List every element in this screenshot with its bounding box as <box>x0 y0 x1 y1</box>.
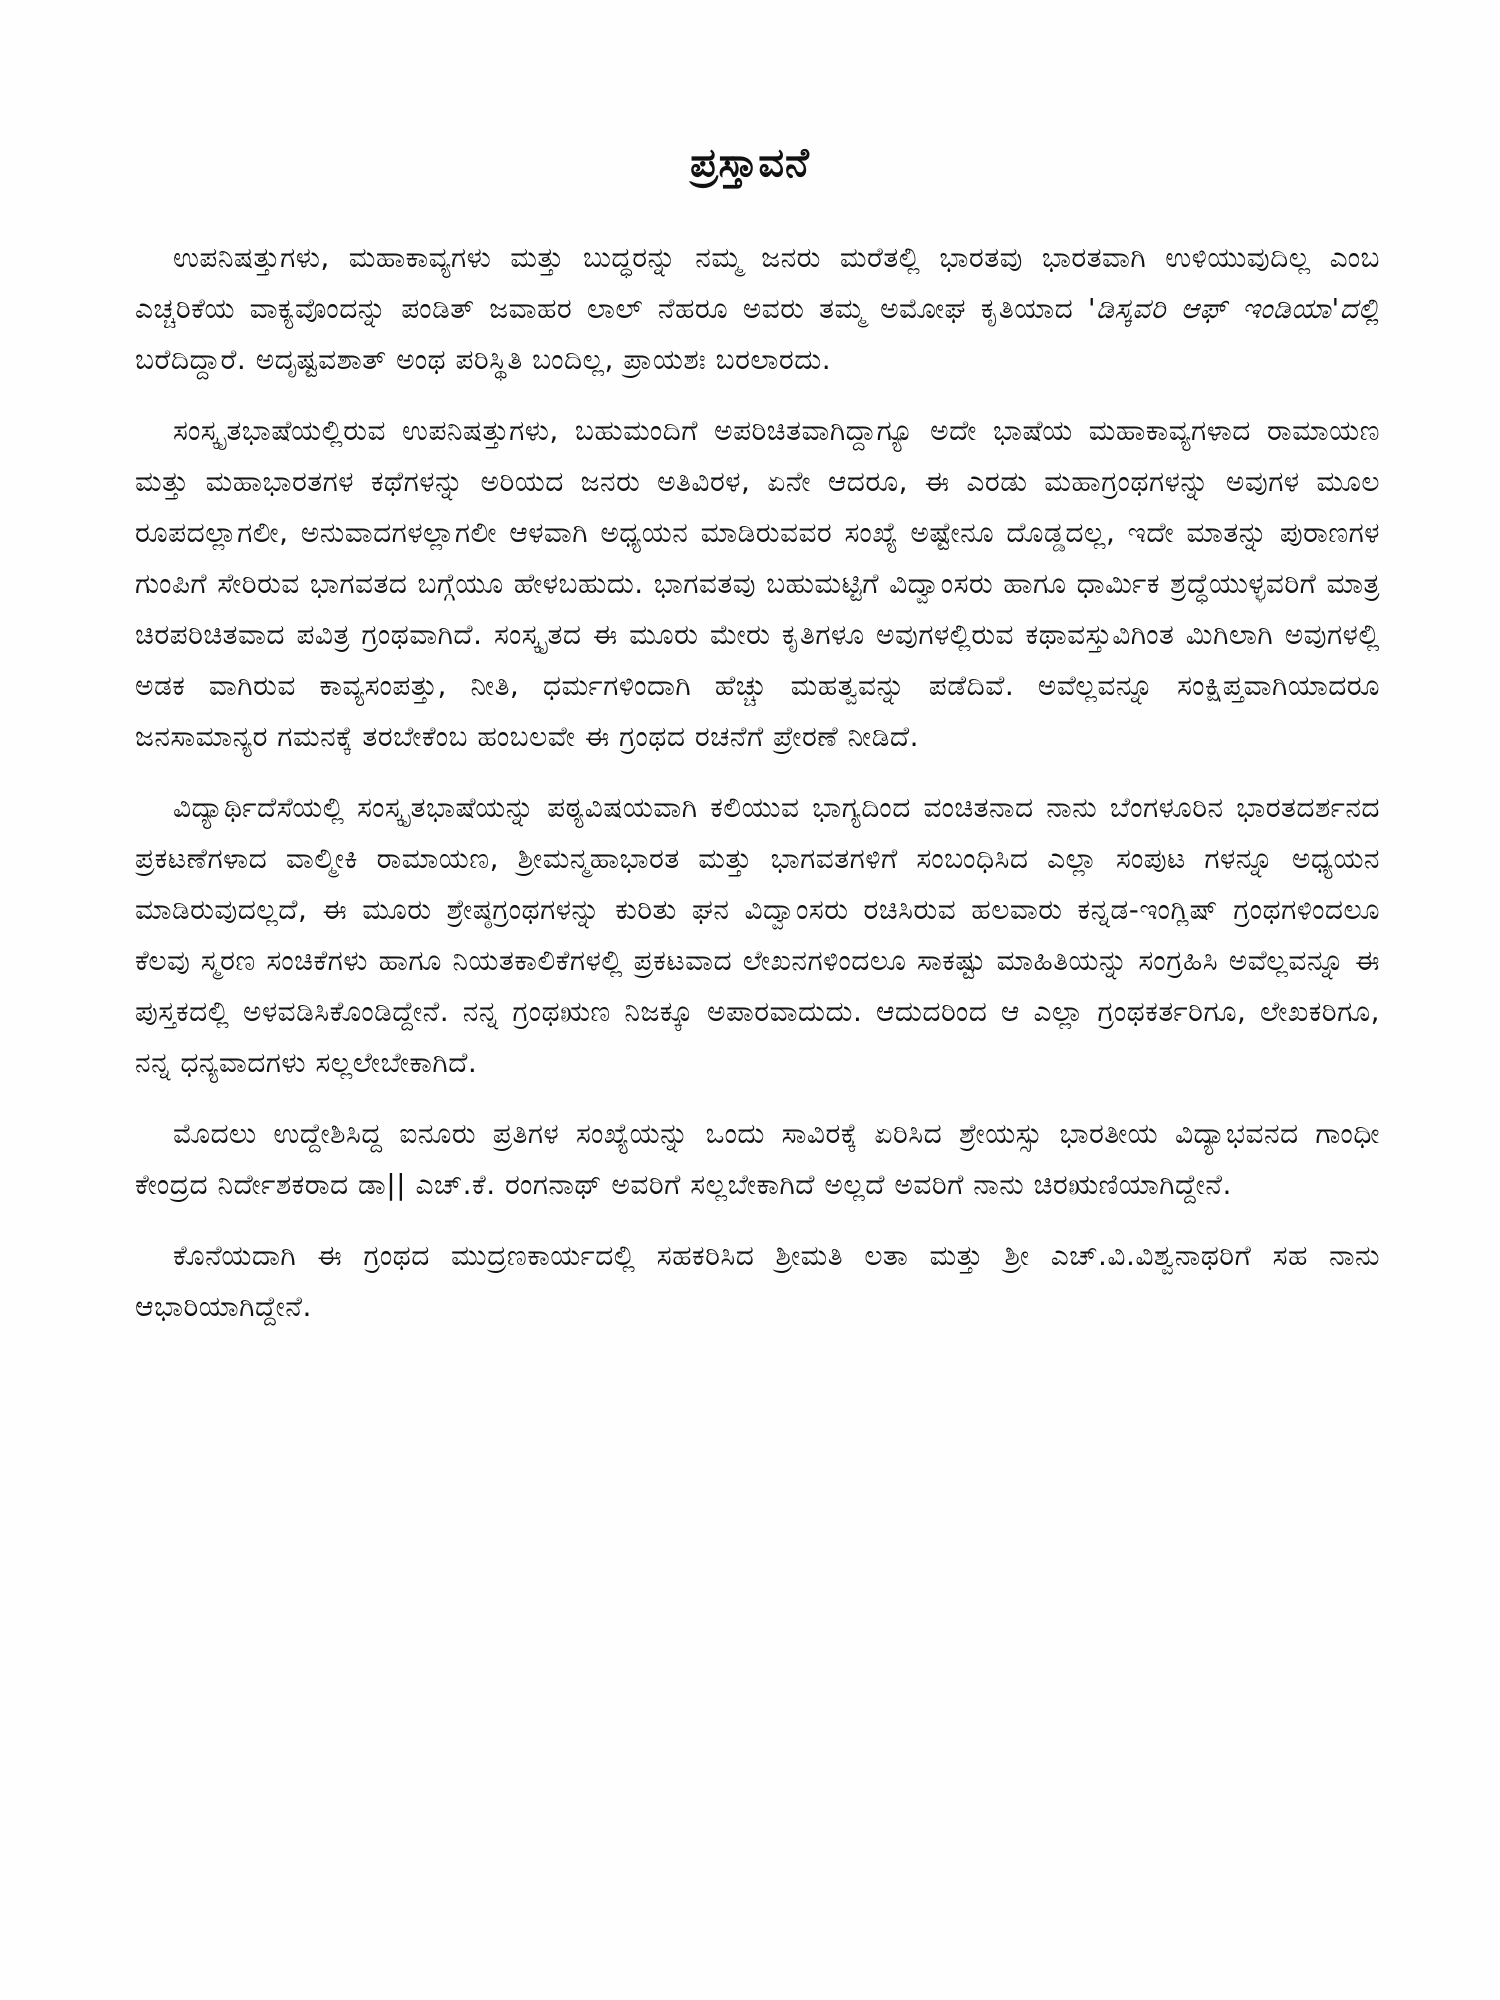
paragraph-1-text-end: ಬರೆದಿದ್ದಾರೆ. ಅದೃಷ್ಟವಶಾತ್ ಅಂಥ ಪರಿಸ್ಥಿತಿ ಬಂದಿಲ್ಲ, ಪ್ರಾಯಶಃ ಬರಲಾರದು. <box>135 343 832 376</box>
paragraph-4: ಮೊದಲು ಉದ್ದೇಶಿಸಿದ್ದ ಐನೂರು ಪ್ರತಿಗಳ ಸಂಖ್ಯೆಯನ್ನು ಒಂದು ಸಾವಿರಕ್ಕೆ ಏರಿಸಿದ ಶ್ರೇಯಸ್ಸು ಭಾರತೀಯ ವಿದ್ಯಾಭವನದ ಗಾಂಧೀ ಕೇಂದ್ರದ ನಿರ್ದೇಶಕರಾದ ಡಾ|| ಎಚ್.ಕೆ. ರಂಗನಾಥ್ ಅವರಿಗೆ ಸಲ್ಲಬೇಕಾಗಿದೆ ಅಲ್ಲದೆ ಅವರಿಗೆ ನಾನು ಚಿರಋಣಿಯಾಗಿದ್ದೇನೆ. <box>135 1117 1380 1201</box>
paragraph-5: ಕೊನೆಯದಾಗಿ ಈ ಗ್ರಂಥದ ಮುದ್ರಣಕಾರ್ಯದಲ್ಲಿ ಸಹಕರಿಸಿದ ಶ್ರೀಮತಿ ಲತಾ ಮತ್ತು ಶ್ರೀ ಎಚ್.ವಿ.ವಿಶ್ವನಾಥರಿಗೆ ಸಹ ನಾನು ಆಭಾರಿಯಾಗಿದ್ದೇನೆ. <box>135 1239 1380 1323</box>
paragraph-3: ವಿದ್ಯಾರ್ಥಿದೆಸೆಯಲ್ಲಿ ಸಂಸ್ಕೃತಭಾಷೆಯನ್ನು ಪಠ್ಯವಿಷಯವಾಗಿ ಕಲಿಯುವ ಭಾಗ್ಯದಿಂದ ವಂಚಿತನಾದ ನಾನು ಬೆಂಗಳೂರಿನ ಭಾರತದರ್ಶನದ ಪ್ರಕಟಣೆಗಳಾದ ವಾಲ್ಮೀಕಿ ರಾಮಾಯಣ, ಶ್ರೀಮನ್ಮಹಾಭಾರತ ಮತ್ತು ಭಾಗವತಗಳಿಗೆ ಸಂಬಂಧಿಸಿದ ಎಲ್ಲಾ ಸಂಪುಟ ಗಳನ್ನೂ ಅಧ್ಯಯನ ಮಾಡಿರುವುದಲ್ಲದೆ, ಈ ಮೂರು ಶ್ರೇಷ್ಠಗ್ರಂಥಗಳನ್ನು ಕುರಿತು ಘನ ವಿದ್ವಾಂಸರು ರಚಿಸಿರುವ ಹಲವಾರು ಕನ್ನಡ-ಇಂಗ್ಲಿಷ್ ಗ್ರಂಥಗಳಿಂದಲೂ ಕೆಲವು ಸ್ಮರಣ ಸಂಚಿಕೆಗಳು ಹಾಗೂ ನಿಯತಕಾಲಿಕೆಗಳಲ್ಲಿ ಪ್ರಕಟವಾದ ಲೇಖನಗಳಿಂದಲೂ ಸಾಕಷ್ಟು ಮಾಹಿತಿಯನ್ನು ಸಂಗ್ರಹಿಸಿ ಅವೆಲ್ಲವನ್ನೂ ಈ ಪುಸ್ತಕದಲ್ಲಿ ಅಳವಡಿಸಿಕೊಂಡಿದ್ದೇನೆ. ನನ್ನ ಗ್ರಂಥಋಣ ನಿಜಕ್ಕೂ ಅಪಾರವಾದುದು. ಆದುದರಿಂದ ಆ ಎಲ್ಲಾ ಗ್ರಂಥಕರ್ತರಿಗೂ, ಲೇಖಕರಿಗೂ, ನನ್ನ ಧನ್ಯವಾದಗಳು ಸಲ್ಲಲೇಬೇಕಾಗಿದೆ. <box>135 791 1381 1079</box>
book-title-italic: 'ಡಿಸ್ಕವರಿ ಆಫ್ ಇಂಡಿಯಾ'ದಲ್ಲಿ <box>1087 292 1380 325</box>
paragraph-1-text-start: ಉಪನಿಷತ್ತುಗಳು, ಮಹಾಕಾವ್ಯಗಳು ಮತ್ತು ಬುದ್ಧರನ್ನು ನಮ್ಮ ಜನರು ಮರೆತಲ್ಲಿ ಭಾರತವು ಭಾರತವಾಗಿ ಉಳಿಯುವುದಿಲ್ಲ ಎಂಬ ಎಚ್ಚರಿಕೆಯ ವಾಕ್ಯವೊಂದನ್ನು ಪಂಡಿತ್ ಜವಾಹರ ಲಾಲ್ ನೆಹರೂ ಅವರು ತಮ್ಮ ಅಮೋಘ ಕೃತಿಯಾದ <box>135 241 1380 325</box>
page-title: ಪ್ರಸ್ತಾವನೆ <box>690 140 810 186</box>
paragraph-2: ಸಂಸ್ಕೃತಭಾಷೆಯಲ್ಲಿರುವ ಉಪನಿಷತ್ತುಗಳು, ಬಹುಮಂದಿಗೆ ಅಪರಿಚಿತವಾಗಿದ್ದಾಗ್ಯೂ ಅದೇ ಭಾಷೆಯ ಮಹಾಕಾವ್ಯಗಳಾದ ರಾಮಾಯಣ ಮತ್ತು ಮಹಾಭಾರತಗಳ ಕಥೆಗಳನ್ನು ಅರಿಯದ ಜನರು ಅತಿವಿರಳ, ಏನೇ ಆದರೂ, ಈ ಎರಡು ಮಹಾಗ್ರಂಥಗಳನ್ನು ಅವುಗಳ ಮೂಲ ರೂಪದಲ್ಲಾಗಲೀ, ಅನುವಾದಗಳಲ್ಲಾಗಲೀ ಆಳವಾಗಿ ಅಧ್ಯಯನ ಮಾಡಿರುವವರ ಸಂಖ್ಯೆ ಅಷ್ಟೇನೂ ದೊಡ್ಡದಲ್ಲ, ಇದೇ ಮಾತನ್ನು ಪುರಾಣಗಳ ಗುಂಪಿಗೆ ಸೇರಿರುವ ಭಾಗವತದ ಬಗ್ಗೆಯೂ ಹೇಳಬಹುದು. ಭಾಗವತವು ಬಹುಮಟ್ಟಿಗೆ ವಿದ್ವಾಂಸರು ಹಾಗೂ ಧಾರ್ಮಿಕ ಶ್ರದ್ಧೆಯುಳ್ಳವರಿಗೆ ಮಾತ್ರ ಚಿರಪರಿಚಿತವಾದ ಪವಿತ್ರ ಗ್ರಂಥವಾಗಿದೆ. ಸಂಸ್ಕೃತದ ಈ ಮೂರು ಮೇರು ಕೃತಿಗಳೂ ಅವುಗಳಲ್ಲಿರುವ ಕಥಾವಸ್ತುವಿಗಿಂತ ಮಿಗಿಲಾಗಿ ಅವುಗಳಲ್ಲಿ ಅಡಕ ವಾಗಿರುವ ಕಾವ್ಯಸಂಪತ್ತು, ನೀತಿ, ಧರ್ಮಗಳಿಂದಾಗಿ ಹೆಚ್ಚು ಮಹತ್ವವನ್ನು ಪಡೆದಿವೆ. ಅವೆಲ್ಲವನ್ನೂ ಸಂಕ್ಷಿಪ್ತವಾಗಿಯಾದರೂ ಜನಸಾಮಾನ್ಯರ ಗಮನಕ್ಕೆ ತರಬೇಕೆಂಬ ಹಂಬಲವೇ ಈ ಗ್ರಂಥದ ರಚನೆಗೆ ಪ್ರೇರಣೆ ನೀಡಿದೆ. <box>135 414 1380 753</box>
body-text <box>135 232 1380 1352</box>
paragraph-1 <box>135 232 1380 385</box>
